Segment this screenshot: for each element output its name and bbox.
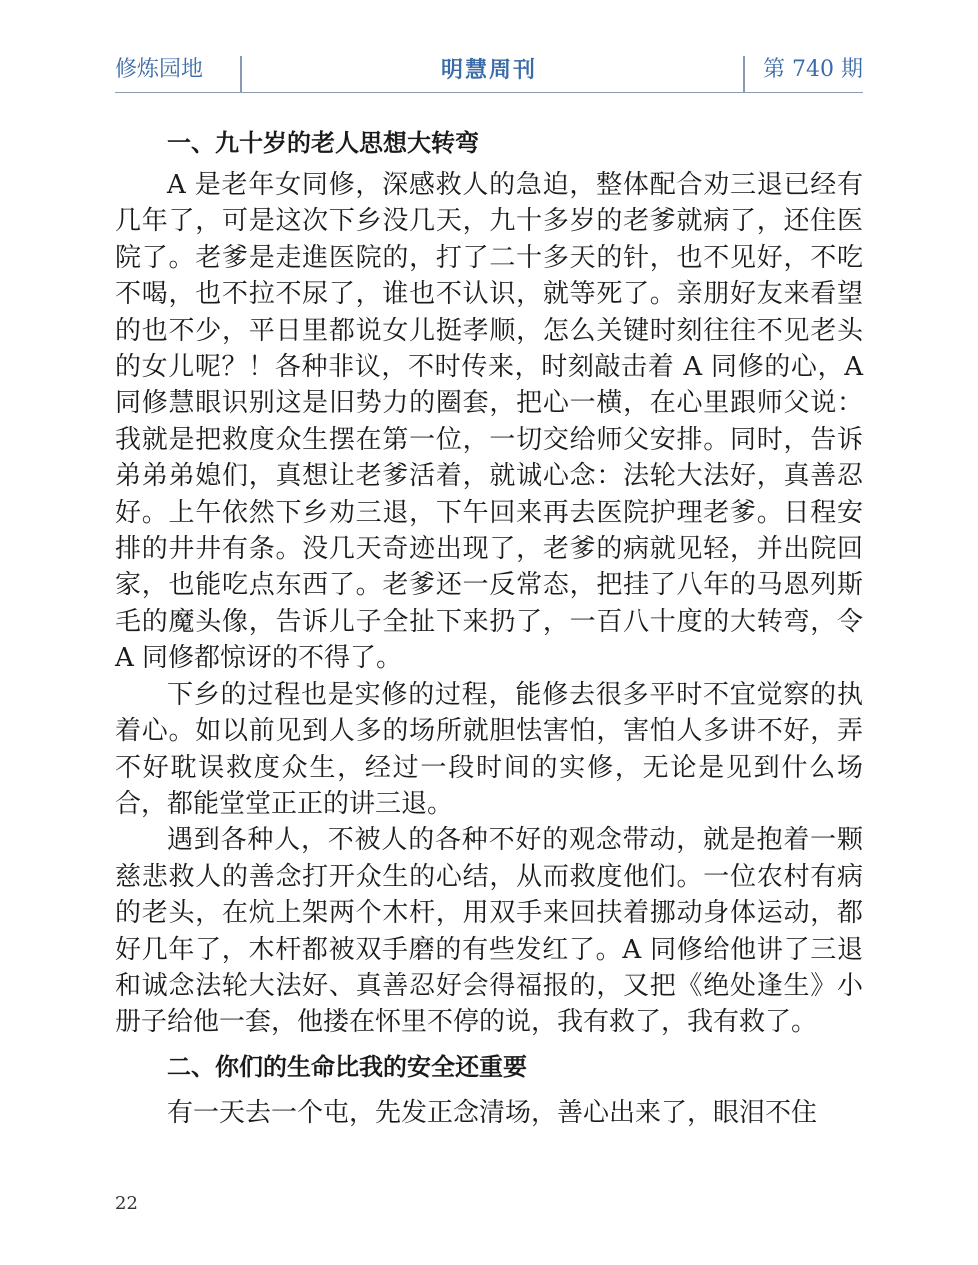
publication-title: 明慧周刊 (440, 57, 537, 83)
section-heading-2: 二、你们的生命比我的安全还重要 (167, 1052, 527, 1081)
paragraph: 遇到各种人，不被人的各种不好的观念带动，就是抱着一颗慈悲救人的善念打开众生的心结，从而救度他们。一位农村有病的老头，在炕上架两个木杆，用双手来回扶着挪动身体运动，都好几年了，木杆都被双手磨的有些发红了。A 同修给他讲了三退和诚念法轮大法好、真善忍好会得福报的，又把《绝处逢生》小册子给他一套，他搂在怀里不停的说，我有救了，我有救了。 (115, 825, 863, 1038)
section-label: 修炼园地 (115, 57, 204, 82)
page-number: 22 (115, 1193, 138, 1214)
issue-number: 第 740 期 (763, 57, 863, 82)
page-header (115, 50, 863, 93)
header-divider-right (743, 56, 745, 92)
paragraph: 下乡的过程也是实修的过程，能修去很多平时不宜觉察的执着心。如以前见到人多的场所就胆怯害怕，害怕人多讲不好，弄不好耽误救度众生，经过一段时间的实修，无论是见到什么场合，都能堂堂正正的讲三退。 (115, 679, 863, 819)
article-body (115, 125, 863, 1131)
section-heading-1: 一、九十岁的老人思想大转弯 (167, 129, 479, 157)
paragraph: A 是老年女同修，深感救人的急迫，整体配合劝三退已经有几年了，可是这次下乡没几天，九十多岁的老爹就病了，还住医院了。老爹是走進医院的，打了二十多天的针，也不见好，不吃不喝，也不拉不尿了，谁也不认识，就等死了。亲朋好友来看望的也不少，平日里都说女儿挺孝顺，怎么关键时刻往往不见老头的女儿呢？！各种非议，不时传来，时刻敲击着 A 同修的心，A 同修慧眼识别这是旧势力的圈套，把心一横，在心里跟师父说：我就是把救度众生摆在第一位，一切交给师父安排。同时，告诉弟弟弟媳们，真想让老爹活着，就诚心念：法轮大法好，真善忍好。上午依然下乡劝三退，下午回来再去医院护理老爹。日程安排的井井有条。没几天奇迹出现了，老爹的病就见轻，并出院回家，也能吃点东西了。老爹还一反常态，把挂了八年的马恩列斯毛的魔头像，告诉儿子全扯下来扔了，一百八十度的大转弯，令 A 同修都惊讶的不得了。 (115, 170, 863, 674)
paragraph: 有一天去一个屯，先发正念清场，善心出来了，眼泪不住 (167, 1097, 818, 1128)
